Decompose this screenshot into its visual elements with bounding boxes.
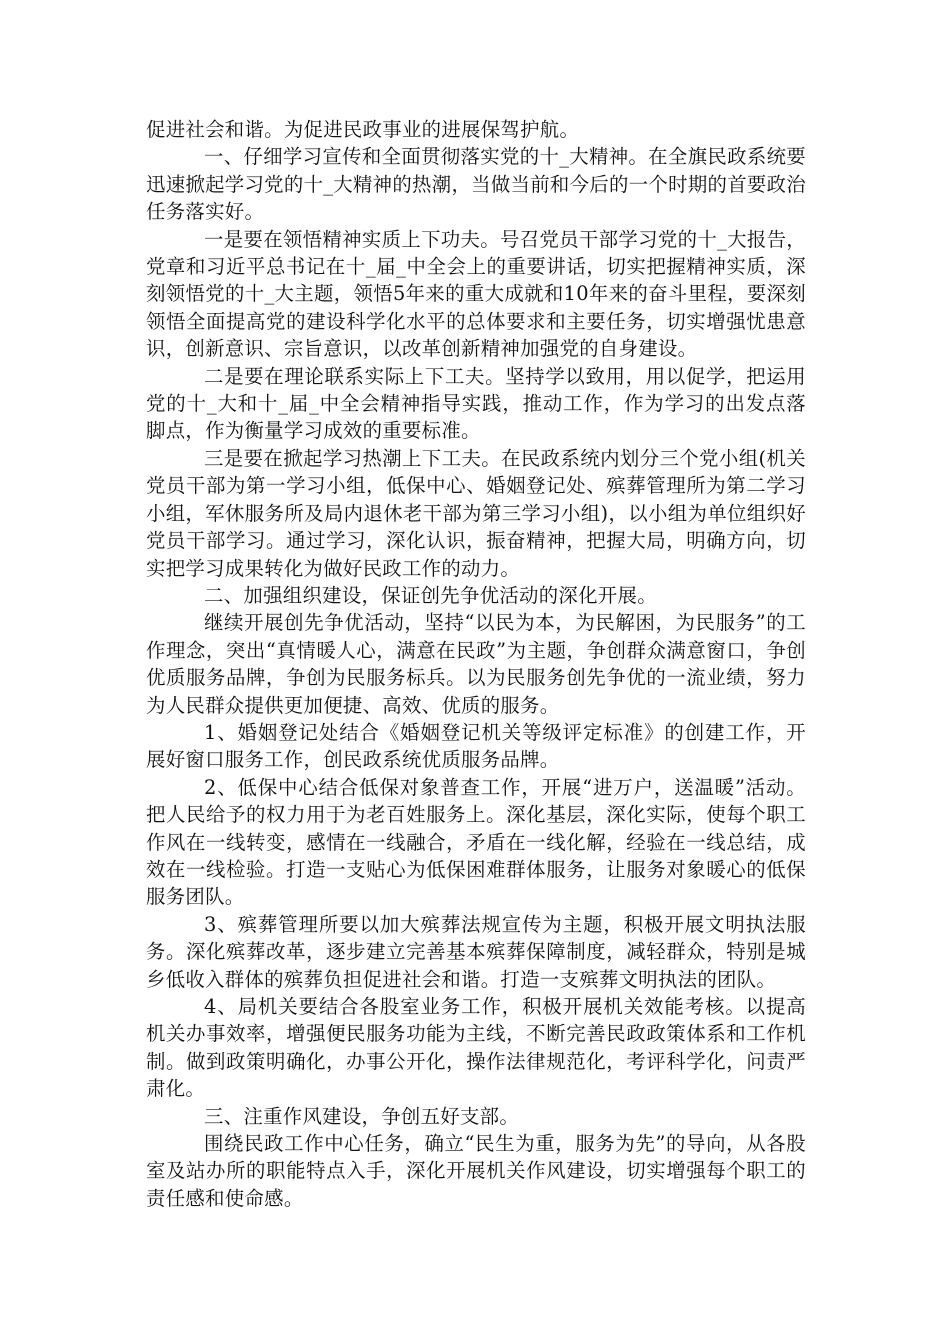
list-item-3: 3、殡葬管理所要以加大殡葬法规宣传为主题，积极开展文明执法服务。深化殡葬改革，逐步建立完善基本殡葬保障制度，减轻群众，特别是城乡低收入群体的殡葬负担促进社会和谐。打造一支殡葬文明执法的团队。 [146, 912, 806, 991]
list-item-1: 1、婚姻登记处结合《婚姻登记机关等级评定标准》的创建工作，开展好窗口服务工作，创民政系统优质服务品牌。 [146, 720, 806, 772]
heading-section-3: 三、注重作风建设，争创五好支部。 [204, 1104, 520, 1128]
paragraph-continuation: 促进社会和谐。为促进民政事业的进展保驾护航。 [146, 118, 580, 141]
list-item-2: 2、低保中心结合低保对象普查工作，开展“进万户，送温暖”活动。把人民给予的权力用于为老百姓服务上。深化基层，深化实际，使每个职工作风在一线转变，感情在一线融合，矛盾在一线化解，经验在一线总结，成效在一线检验。打造一支贴心为低保困难群体服务，让服务对象暖心的低保服务团队。 [146, 775, 806, 909]
paragraph-section-2-intro: 继续开展创先争优活动，坚持“以民为本，为民解困，为民服务”的工作理念，突出“真情暖人心，满意在民政”为主题，争创群众满意窗口，争创优质服务品牌，争创为民服务标兵。以为民服务创先争优的一流业绩，努力为人民群众提供更加便捷、高效、优质的服务。 [146, 611, 806, 717]
document-body [146, 116, 806, 1212]
list-item-4: 4、局机关要结合各股室业务工作，积极开展机关效能考核。以提高机关办事效率，增强便民服务功能为主线，不断完善民政政策体系和工作机制。做到政策明确化，办事公开化，操作法律规范化，考评科学化，问责严肃化。 [146, 995, 806, 1101]
heading-section-1: 一、仔细学习宣传和全面贯彻落实党的十_大精神。在全旗民政系统要迅速掀起学习党的十_大精神的热潮，当做当前和今后的一个时期的首要政治任务落实好。 [146, 145, 806, 224]
paragraph-point-1: 一是要在领悟精神实质上下功夫。号召党员干部学习党的十_大报告，党章和习近平总书记在十_届_中全会上的重要讲话，切实把握精神实质，深刻领悟党的十_大主题，领悟5年来的重大成就和10年来的奋斗里程，要深刻领悟全面提高党的建设科学化水平的总体要求和主要任务，切实增强忧患意识，创新意识、宗旨意识，以改革创新精神加强党的自身建设。 [146, 227, 806, 361]
paragraph-point-3: 三是要在掀起学习热潮上下工夫。在民政系统内划分三个党小组(机关党员干部为第一学习小组，低保中心、婚姻登记处、殡葬管理所为第二学习小组，军休服务所及局内退休老干部为第三学习小组)，以小组为单位组织好党员干部学习。通过学习，深化认识，振奋精神，把握大局，明确方向，切实把学习成果转化为做好民政工作的动力。 [146, 446, 806, 580]
heading-section-2: 二、加强组织建设，保证创先争优活动的深化开展。 [204, 583, 657, 607]
paragraph-section-3-intro: 围绕民政工作中心任务，确立“民生为重，服务为先”的导向，从各股室及站办所的职能特点入手，深化开展机关作风建设，切实增强每个职工的责任感和使命感。 [146, 1132, 806, 1210]
paragraph-point-2: 二是要在理论联系实际上下工夫。坚持学以致用，用以促学，把运用党的十_大和十_届_中全会精神指导实践，推动工作，作为学习的出发点落脚点，作为衡量学习成效的重要标准。 [146, 364, 806, 443]
